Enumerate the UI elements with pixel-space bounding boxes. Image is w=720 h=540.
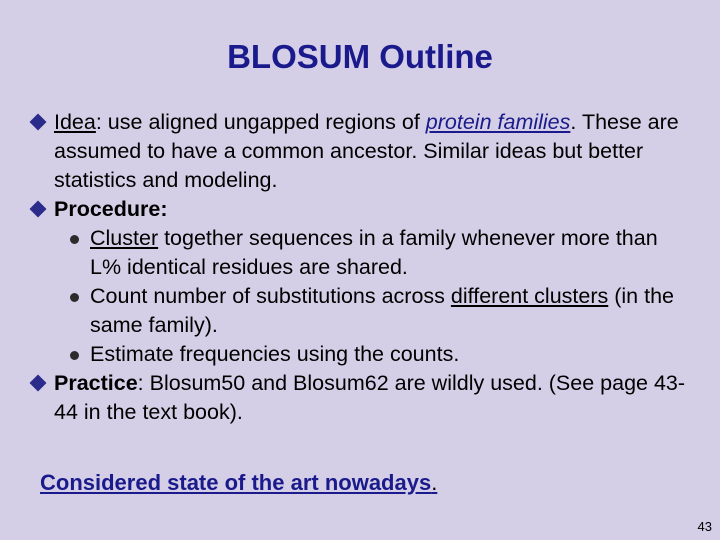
idea-text-2: . These are assumed to have a common ancestor. Similar ideas but better statistics and modeling.: [54, 110, 679, 192]
count-text-2: (in the same family).: [90, 284, 674, 337]
tagline: [40, 470, 437, 496]
estimate-text: Estimate frequencies using the counts.: [90, 342, 460, 366]
idea-label: Idea: [54, 110, 96, 134]
slide-title: BLOSUM Outline: [227, 38, 493, 75]
dot-bullet-icon: [70, 351, 79, 360]
tagline-text: Considered state of the art nowadays: [40, 470, 432, 495]
bullet-practice: [30, 369, 690, 427]
tagline-period: .: [431, 470, 438, 495]
count-text-1: Count number of substitutions across: [90, 284, 451, 308]
bullet-idea: [30, 108, 690, 195]
practice-text: : Blosum50 and Blosum62 are wildly used. (See page 43-44 in the text book).: [54, 371, 686, 424]
diamond-bullet-icon: [30, 114, 47, 131]
cluster-link[interactable]: Cluster: [90, 226, 159, 250]
diamond-bullet-icon: [30, 201, 47, 218]
different-clusters-link[interactable]: different clusters: [450, 284, 609, 308]
procedure-label: Procedure:: [54, 197, 168, 221]
cluster-text: together sequences in a family whenever more than L% identical residues are shared.: [90, 226, 658, 279]
idea-text-1: : use aligned ungapped regions of: [95, 110, 426, 134]
practice-label: Practice: [54, 371, 138, 395]
sub-bullet-estimate: [30, 340, 690, 369]
page-number: 43: [697, 519, 712, 534]
dot-bullet-icon: [70, 293, 79, 302]
bullet-list: [30, 108, 690, 427]
bullet-procedure: [30, 195, 690, 224]
dot-bullet-icon: [70, 235, 79, 244]
sub-bullet-cluster: [30, 224, 690, 282]
sub-bullet-count: [30, 282, 690, 340]
diamond-bullet-icon: [30, 375, 47, 392]
protein-families-link[interactable]: protein families: [425, 110, 571, 134]
